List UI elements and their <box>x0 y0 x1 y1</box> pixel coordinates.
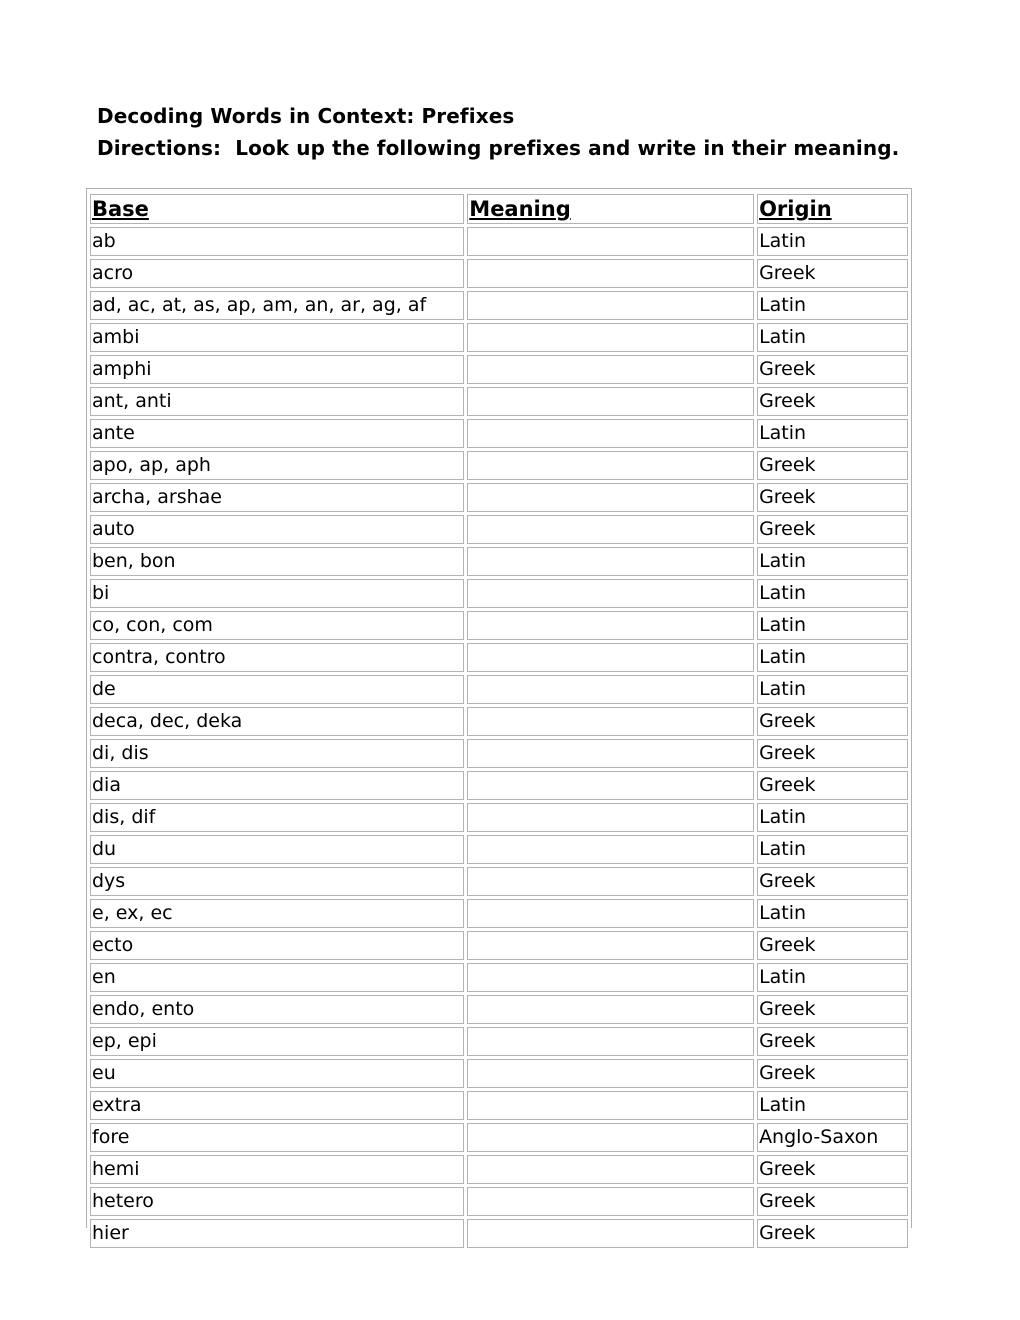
meaning-cell[interactable] <box>467 579 754 608</box>
origin-cell: Greek <box>757 1027 908 1056</box>
base-cell: de <box>90 675 464 704</box>
table-row <box>90 931 908 960</box>
base-cell: fore <box>90 1123 464 1152</box>
table-row <box>90 515 908 544</box>
meaning-cell[interactable] <box>467 1155 754 1184</box>
base-cell: en <box>90 963 464 992</box>
table-row <box>90 419 908 448</box>
base-cell: ante <box>90 419 464 448</box>
base-cell: apo, ap, aph <box>90 451 464 480</box>
column-header-base: Base <box>90 194 464 224</box>
table-row <box>90 259 908 288</box>
base-cell: archa, arshae <box>90 483 464 512</box>
base-cell: ant, anti <box>90 387 464 416</box>
base-cell: eu <box>90 1059 464 1088</box>
origin-cell: Latin <box>757 835 908 864</box>
origin-cell: Latin <box>757 547 908 576</box>
origin-cell: Greek <box>757 483 908 512</box>
meaning-cell[interactable] <box>467 1091 754 1120</box>
origin-cell: Greek <box>757 867 908 896</box>
table-row <box>90 1155 908 1184</box>
base-cell: auto <box>90 515 464 544</box>
meaning-cell[interactable] <box>467 771 754 800</box>
page-title: Decoding Words in Context: Prefixes <box>97 104 515 128</box>
origin-cell: Latin <box>757 963 908 992</box>
base-cell: ambi <box>90 323 464 352</box>
meaning-cell[interactable] <box>467 1059 754 1088</box>
meaning-cell[interactable] <box>467 227 754 256</box>
meaning-cell[interactable] <box>467 483 754 512</box>
base-cell: ep, epi <box>90 1027 464 1056</box>
table-row <box>90 547 908 576</box>
table-row <box>90 707 908 736</box>
base-cell: co, con, com <box>90 611 464 640</box>
origin-cell: Greek <box>757 771 908 800</box>
origin-cell: Greek <box>757 995 908 1024</box>
table-row <box>90 643 908 672</box>
origin-cell: Latin <box>757 323 908 352</box>
table-row <box>90 1187 908 1216</box>
meaning-cell[interactable] <box>467 515 754 544</box>
origin-cell: Greek <box>757 259 908 288</box>
meaning-cell[interactable] <box>467 739 754 768</box>
origin-cell: Latin <box>757 643 908 672</box>
table-row <box>90 1059 908 1088</box>
origin-cell: Anglo-Saxon <box>757 1123 908 1152</box>
origin-cell: Latin <box>757 419 908 448</box>
worksheet-header <box>97 100 899 164</box>
meaning-cell[interactable] <box>467 1219 754 1248</box>
table-row <box>90 963 908 992</box>
origin-cell: Greek <box>757 515 908 544</box>
meaning-cell[interactable] <box>467 611 754 640</box>
origin-cell: Greek <box>757 1219 908 1248</box>
table-row <box>90 867 908 896</box>
origin-cell: Latin <box>757 227 908 256</box>
meaning-cell[interactable] <box>467 995 754 1024</box>
base-cell: ab <box>90 227 464 256</box>
table-row <box>90 227 908 256</box>
table-row <box>90 387 908 416</box>
base-cell: dys <box>90 867 464 896</box>
origin-cell: Latin <box>757 803 908 832</box>
origin-cell: Latin <box>757 611 908 640</box>
base-cell: extra <box>90 1091 464 1120</box>
base-cell: hetero <box>90 1187 464 1216</box>
meaning-cell[interactable] <box>467 707 754 736</box>
table-row <box>90 483 908 512</box>
prefix-table <box>87 191 911 1251</box>
table-row <box>90 739 908 768</box>
table-row <box>90 675 908 704</box>
meaning-cell[interactable] <box>467 803 754 832</box>
meaning-cell[interactable] <box>467 451 754 480</box>
origin-cell: Greek <box>757 739 908 768</box>
table-row <box>90 1091 908 1120</box>
table-row <box>90 899 908 928</box>
base-cell: du <box>90 835 464 864</box>
meaning-cell[interactable] <box>467 291 754 320</box>
table-row <box>90 323 908 352</box>
base-cell: ecto <box>90 931 464 960</box>
base-cell: deca, dec, deka <box>90 707 464 736</box>
meaning-cell[interactable] <box>467 419 754 448</box>
table-header-row <box>90 194 908 224</box>
origin-cell: Latin <box>757 579 908 608</box>
meaning-cell[interactable] <box>467 323 754 352</box>
table-row <box>90 451 908 480</box>
meaning-cell[interactable] <box>467 643 754 672</box>
table-row <box>90 803 908 832</box>
base-cell: hemi <box>90 1155 464 1184</box>
origin-cell: Latin <box>757 899 908 928</box>
meaning-cell[interactable] <box>467 387 754 416</box>
meaning-cell[interactable] <box>467 931 754 960</box>
base-cell: dis, dif <box>90 803 464 832</box>
meaning-cell[interactable] <box>467 547 754 576</box>
origin-cell: Greek <box>757 707 908 736</box>
base-cell: bi <box>90 579 464 608</box>
table-row <box>90 611 908 640</box>
origin-cell: Latin <box>757 1091 908 1120</box>
column-header-origin: Origin <box>757 194 908 224</box>
table-row <box>90 1219 908 1248</box>
origin-cell: Greek <box>757 1187 908 1216</box>
table-row <box>90 1027 908 1056</box>
table-row <box>90 995 908 1024</box>
table-body <box>90 227 908 1248</box>
origin-cell: Greek <box>757 387 908 416</box>
origin-cell: Greek <box>757 1155 908 1184</box>
meaning-cell[interactable] <box>467 675 754 704</box>
table-row <box>90 291 908 320</box>
base-cell: acro <box>90 259 464 288</box>
table-row <box>90 835 908 864</box>
meaning-cell[interactable] <box>467 355 754 384</box>
directions-text: Directions: Look up the following prefixes and write in their meaning. <box>97 136 900 160</box>
origin-cell: Latin <box>757 291 908 320</box>
base-cell: di, dis <box>90 739 464 768</box>
meaning-cell[interactable] <box>467 259 754 288</box>
meaning-cell[interactable] <box>467 867 754 896</box>
origin-cell: Greek <box>757 451 908 480</box>
meaning-cell[interactable] <box>467 899 754 928</box>
meaning-cell[interactable] <box>467 963 754 992</box>
meaning-cell[interactable] <box>467 835 754 864</box>
column-header-meaning: Meaning <box>467 194 754 224</box>
table-row <box>90 771 908 800</box>
base-cell: dia <box>90 771 464 800</box>
base-cell: ben, bon <box>90 547 464 576</box>
base-cell: hier <box>90 1219 464 1248</box>
table-row <box>90 1123 908 1152</box>
meaning-cell[interactable] <box>467 1027 754 1056</box>
table-row <box>90 579 908 608</box>
base-cell: endo, ento <box>90 995 464 1024</box>
base-cell: ad, ac, at, as, ap, am, an, ar, ag, af <box>90 291 464 320</box>
base-cell: contra, contro <box>90 643 464 672</box>
prefix-table-container <box>86 188 912 1244</box>
origin-cell: Greek <box>757 931 908 960</box>
origin-cell: Greek <box>757 355 908 384</box>
meaning-cell[interactable] <box>467 1187 754 1216</box>
origin-cell: Greek <box>757 1059 908 1088</box>
meaning-cell[interactable] <box>467 1123 754 1152</box>
base-cell: amphi <box>90 355 464 384</box>
base-cell: e, ex, ec <box>90 899 464 928</box>
table-row <box>90 355 908 384</box>
origin-cell: Latin <box>757 675 908 704</box>
